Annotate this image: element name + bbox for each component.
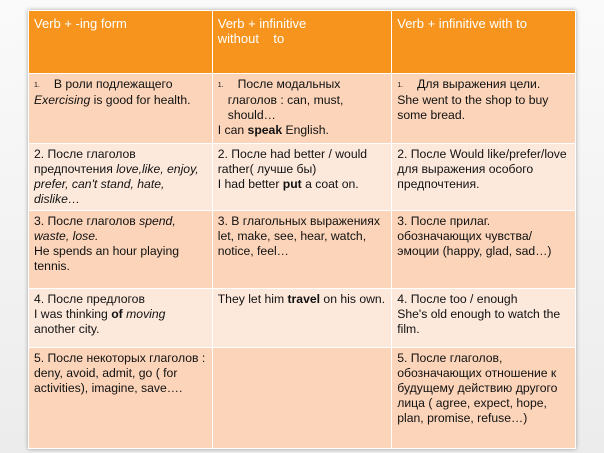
cell-text: She went to the shop to buy some bread. xyxy=(397,93,549,122)
grammar-table xyxy=(28,10,576,449)
cell-text: 2. После had better / would rather( лучше бы) xyxy=(217,147,368,176)
cell-inf-2 xyxy=(212,144,392,211)
cell-inf-3 xyxy=(212,211,392,289)
cell-ing-2 xyxy=(29,144,213,211)
cell-inf-4 xyxy=(212,289,392,348)
cell-to-5 xyxy=(392,348,576,449)
header-verb-ing xyxy=(29,11,213,74)
cell-text: В роли подлежащего xyxy=(53,77,173,91)
bullet-number: 1. xyxy=(34,82,40,89)
cell-text: She's old enough to watch the film. xyxy=(397,307,561,336)
example-verb: moving xyxy=(126,307,166,321)
cell-text: 5. После глаголов, обозначающих отношение к будущему действию другого лица ( agree, expect, hope, plan, promise, refuse…) xyxy=(397,351,558,425)
cell-ing-1 xyxy=(29,74,213,144)
cell-text: another city. xyxy=(34,322,100,336)
cell-text: 5. После некоторых глаголов : deny, avoid, admit, go ( for activities), imagine, save…. xyxy=(34,351,206,395)
example-verb: Exercising xyxy=(34,93,91,107)
cell-text: He spends an hour playing tennis. xyxy=(34,244,179,273)
cell-text: They let him xyxy=(217,292,288,306)
header-verb-infinitive-without-to xyxy=(212,11,392,74)
cell-text: English. xyxy=(282,123,329,137)
table-row xyxy=(29,211,576,289)
table-row xyxy=(29,289,576,348)
cell-inf-5 xyxy=(212,348,392,449)
cell-text: I had better xyxy=(217,177,283,191)
cell-text: 4. После too / enough xyxy=(397,292,518,306)
header-verb-infinitive-with-to xyxy=(392,11,576,74)
cell-text: 3. После глаголов xyxy=(34,214,140,228)
cell-text: should… xyxy=(227,108,276,122)
cell-text: is good for health. xyxy=(90,93,191,107)
cell-to-1 xyxy=(392,74,576,144)
cell-ing-3 xyxy=(29,211,213,289)
table-row xyxy=(29,74,576,144)
header-line1: Verb + infinitive xyxy=(217,16,307,31)
example-verb: speak xyxy=(247,123,283,137)
cell-inf-1 xyxy=(212,74,392,144)
header-line2: without to xyxy=(217,31,285,46)
cell-to-2 xyxy=(392,144,576,211)
cell-text: 2. После Would like/prefer/love для выражения особого предпочтения. xyxy=(397,147,567,191)
header-with-to-text: Verb + infinitive with to xyxy=(397,16,527,31)
table-row xyxy=(29,144,576,211)
table-row xyxy=(29,348,576,449)
cell-ing-5 xyxy=(29,348,213,449)
header-verb-ing-text: Verb + -ing form xyxy=(34,16,127,31)
cell-text: I was thinking xyxy=(34,307,112,321)
cell-to-3 xyxy=(392,211,576,289)
cell-text: Для выражения цели. xyxy=(417,77,541,91)
cell-text: 4. После предлогов xyxy=(34,292,145,306)
cell-text: I can xyxy=(217,123,248,137)
cell-text: 3. После прилаг. обозначающих чувства/эмоции (happy, glad, sad…) xyxy=(397,214,552,258)
cell-text: глаголов : can, must, xyxy=(227,93,344,107)
cell-text: 2. После глаголов предпочтения xyxy=(34,147,136,176)
bullet-number: 1. xyxy=(397,82,404,89)
cell-text: a coat on. xyxy=(301,177,359,191)
cell-ing-4 xyxy=(29,289,213,348)
cell-to-4 xyxy=(392,289,576,348)
example-verb: put xyxy=(282,177,302,191)
example-verbs: love,like, enjoy, prefer, can't stand, hate, dislike… xyxy=(34,162,199,206)
example-preposition: of xyxy=(111,307,123,321)
cell-text: 3. В глагольных выражениях let, make, see, hear, watch, notice, feel… xyxy=(217,214,380,258)
header-row xyxy=(29,11,576,74)
example-verb: travel xyxy=(287,292,321,306)
cell-text: on his own. xyxy=(320,292,386,306)
example-verbs: spend, waste, lose. xyxy=(34,214,176,243)
cell-text: После модальных xyxy=(237,77,341,91)
bullet-number: 1. xyxy=(217,82,224,89)
